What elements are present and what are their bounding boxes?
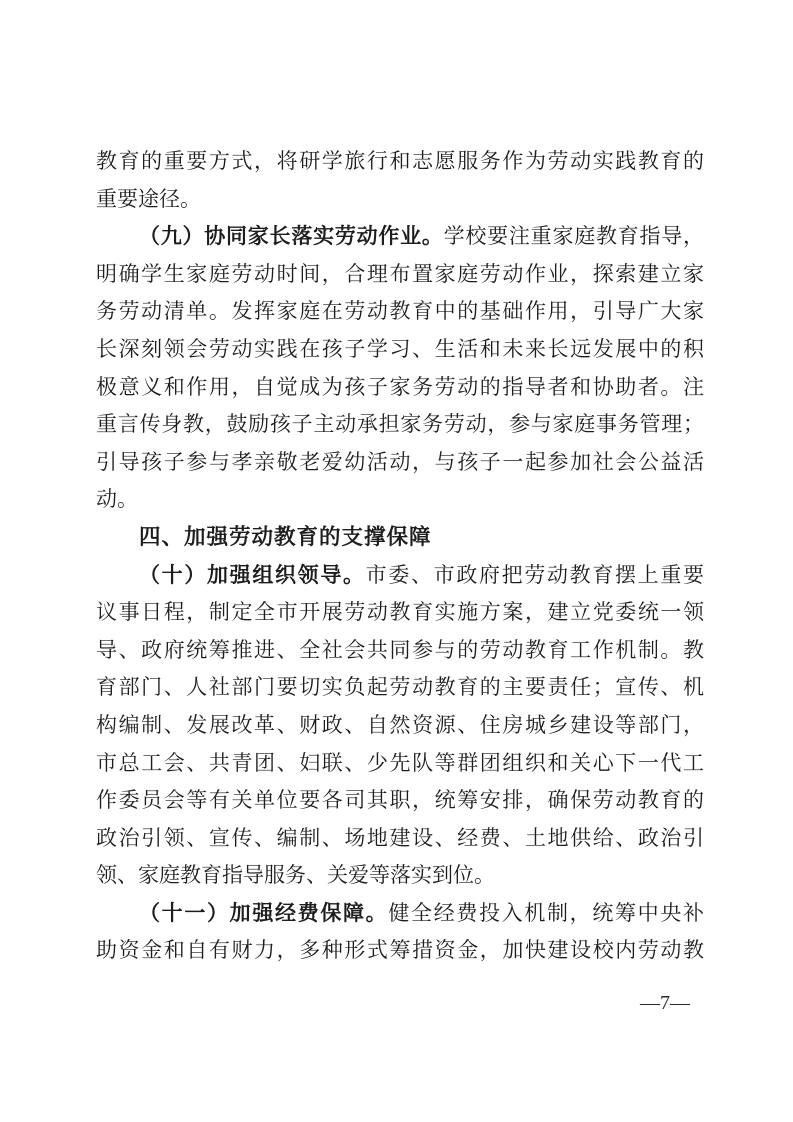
text-run: 重要途径。 [96, 186, 201, 211]
text-run: 助资金和自有财力，多种形式筹措资金，加快建设校内劳动教 [96, 938, 704, 963]
text-line [96, 707, 704, 745]
text-line [96, 481, 704, 519]
text-run: 务劳动清单。发挥家庭在劳动教育中的基础作用，引导广大家 [96, 299, 704, 324]
text-run: 市总工会、共青团、妇联、少先队等群团组织和关心下一代工 [96, 750, 704, 775]
text-run: 教育的重要方式，将研学旅行和志愿服务作为劳动实践教育的 [96, 149, 704, 173]
text-line [96, 932, 704, 970]
text-line [96, 181, 704, 219]
text-line [96, 369, 704, 407]
text-line [96, 406, 704, 444]
text-line [96, 218, 704, 256]
text-run: 重言传身教，鼓励孩子主动承担家务劳动，参与家庭事务管理； [96, 412, 704, 437]
bold-text-run: （九）协同家长落实劳动作业。 [139, 224, 444, 249]
text-line [96, 745, 704, 783]
section-heading-line [96, 519, 704, 557]
bold-text-run: 四、加强劳动教育的支撑保障 [139, 524, 432, 549]
bold-text-run: （十）加强组织领导。 [139, 562, 366, 587]
text-run: 学校要注重家庭教育指导， [443, 224, 704, 249]
text-run: 极意义和作用，自觉成为孩子家务劳动的指导者和协助者。注 [96, 374, 704, 399]
bold-text-run: （十一）加强经费保障。 [139, 900, 389, 925]
text-run: 领、家庭教育指导服务、关爱等落实到位。 [96, 863, 495, 888]
text-line [96, 632, 704, 670]
text-run: 构编制、发展改革、财政、自然资源、住房城乡建设等部门， [96, 712, 704, 737]
text-line [96, 782, 704, 820]
text-line [96, 331, 704, 369]
text-line [96, 256, 704, 294]
page-number: —7— [640, 992, 690, 1014]
text-line [96, 895, 704, 933]
text-run: 育部门、人社部门要切实负起劳动教育的主要责任；宣传、机 [96, 675, 704, 700]
text-line [96, 669, 704, 707]
text-line [96, 594, 704, 632]
text-line [96, 820, 704, 858]
text-line [96, 557, 704, 595]
text-line [96, 293, 704, 331]
text-line [96, 444, 704, 482]
text-run: 长深刻领会劳动实践在孩子学习、生活和未来长远发展中的积 [96, 336, 704, 361]
text-line [96, 143, 704, 181]
text-run: 作委员会等有关单位要各司其职，统筹安排，确保劳动教育的 [96, 788, 704, 813]
text-run: 市委、市政府把劳动教育摆上重要 [365, 562, 705, 587]
text-run: 引导孩子参与孝亲敬老爱幼活动，与孩子一起参加社会公益活 [96, 449, 704, 474]
text-run: 政治引领、宣传、编制、场地建设、经费、土地供给、政治引 [96, 825, 704, 850]
document-body [96, 143, 704, 970]
text-run: 健全经费投入机制，统筹中央补 [388, 900, 705, 925]
text-run: 导、政府统筹推进、全社会共同参与的劳动教育工作机制。教 [96, 637, 704, 662]
text-line [96, 857, 704, 895]
text-run: 议事日程，制定全市开展劳动教育实施方案，建立党委统一领 [96, 600, 704, 625]
text-run: 动。 [96, 487, 138, 512]
text-run: 明确学生家庭劳动时间，合理布置家庭劳动作业，探索建立家 [96, 261, 704, 286]
